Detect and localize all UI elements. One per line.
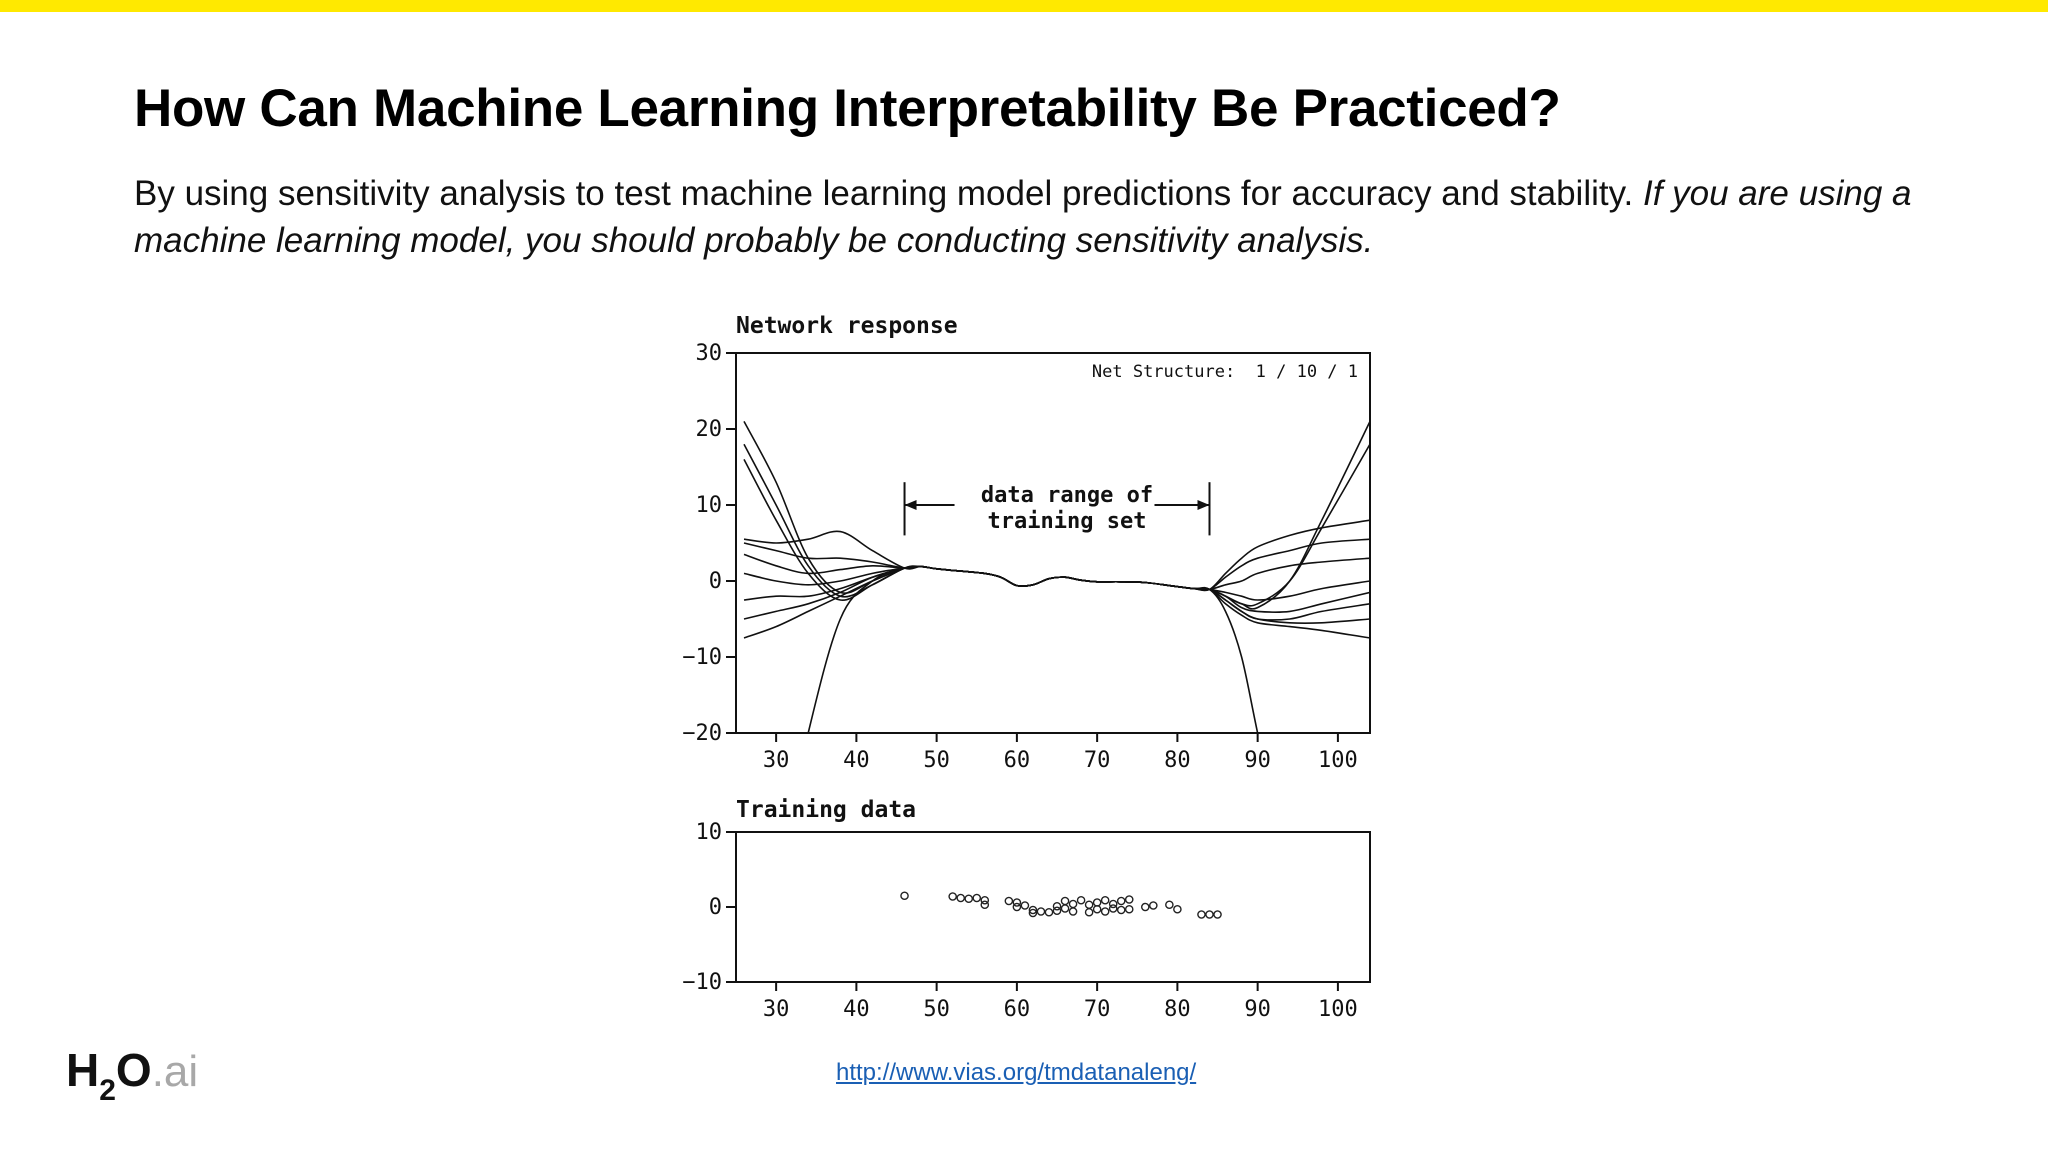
train-xtick-label: 60 — [1003, 997, 1031, 1022]
training-data-point — [1045, 909, 1052, 916]
net-ytick-label: 10 — [695, 493, 722, 518]
training-data-point — [1086, 909, 1093, 916]
training-data-point — [981, 901, 988, 908]
training-data-point — [1061, 897, 1068, 904]
training-data-point — [1110, 905, 1117, 912]
source-link[interactable]: http://www.vias.org/tmdatanaleng/ — [836, 1059, 1197, 1086]
train-xtick-label: 40 — [843, 997, 870, 1022]
network-response-axes — [682, 341, 1358, 773]
slide-body — [134, 170, 1934, 264]
net-ytick-label: −20 — [682, 721, 722, 746]
training-data-point — [901, 892, 908, 899]
training-data-chart — [682, 797, 1370, 1022]
training-data-point — [1061, 905, 1068, 912]
net-ytick-label: −10 — [682, 645, 722, 670]
net-ytick-label: 0 — [708, 569, 722, 594]
net-xtick-label: 30 — [762, 748, 790, 773]
training-data-point — [957, 894, 964, 901]
train-ytick-label: 0 — [708, 895, 722, 920]
training-data-point — [1077, 897, 1084, 904]
training-data-point — [1086, 901, 1093, 908]
training-data-point — [1069, 900, 1076, 907]
training-data-point — [1174, 906, 1181, 913]
body-italic-text: If you are using a machine learning model, you should probably be conducting sensitivity analysis. — [134, 174, 1912, 260]
train-ytick-label: 10 — [695, 820, 722, 845]
training-data-point — [949, 893, 956, 900]
data-range-left-arrowhead — [905, 500, 917, 510]
train-xtick-label: 50 — [923, 997, 950, 1022]
training-data-point — [1037, 908, 1044, 915]
accent-bar — [0, 0, 2048, 12]
net-xtick-label: 100 — [1318, 748, 1358, 773]
training-data-point — [1206, 911, 1213, 918]
sensitivity-figure — [660, 305, 1380, 1025]
training-data-axes — [682, 820, 1358, 1022]
training-data-point — [1013, 903, 1020, 910]
data-range-annotation — [905, 482, 1210, 535]
data-range-label-line2: training set — [987, 508, 1147, 534]
net-xtick-label: 70 — [1083, 748, 1111, 773]
net-ytick-label: 30 — [695, 341, 722, 366]
training-data-title: Training data — [736, 797, 917, 823]
training-data-point — [1198, 911, 1205, 918]
net-ytick-label: 20 — [695, 417, 722, 442]
training-data-point — [973, 894, 980, 901]
training-data-point — [1142, 903, 1149, 910]
training-data-point — [1214, 911, 1221, 918]
training-data-point — [1126, 896, 1133, 903]
training-data-point — [1021, 902, 1028, 909]
h2o-ai-logo: H2O.ai — [66, 1044, 199, 1107]
training-data-point — [1102, 908, 1109, 915]
training-data-point — [965, 895, 972, 902]
training-data-point — [1118, 897, 1125, 904]
train-xtick-label: 80 — [1164, 997, 1191, 1022]
training-data-point — [1150, 902, 1157, 909]
network-response-title: Network response — [736, 313, 958, 339]
train-xtick-label: 90 — [1244, 997, 1271, 1022]
training-data-point — [1005, 897, 1012, 904]
training-data-point — [1126, 906, 1133, 913]
training-data-point — [1053, 907, 1060, 914]
data-range-label-line1: data range of — [980, 482, 1154, 508]
body-text: By using sensitivity analysis to test machine learning model predictions for accuracy and stability. — [134, 174, 1634, 213]
network-response-line — [744, 543, 1370, 590]
net-structure-annotation: Net Structure: 1 / 10 / 1 — [1091, 362, 1358, 382]
training-data-point — [1118, 906, 1125, 913]
net-xtick-label: 40 — [843, 748, 870, 773]
training-data-point — [1069, 908, 1076, 915]
network-response-chart — [682, 313, 1370, 1025]
train-xtick-label: 100 — [1318, 997, 1358, 1022]
train-ytick-label: −10 — [682, 970, 722, 995]
network-response-line — [744, 566, 1370, 1025]
net-xtick-label: 60 — [1003, 748, 1031, 773]
training-data-point — [1166, 901, 1173, 908]
network-response-frame — [736, 353, 1370, 733]
train-xtick-label: 30 — [762, 997, 790, 1022]
data-range-right-arrowhead — [1197, 500, 1209, 510]
net-xtick-label: 90 — [1244, 748, 1271, 773]
train-xtick-label: 70 — [1083, 997, 1111, 1022]
training-data-point — [1102, 897, 1109, 904]
net-xtick-label: 80 — [1164, 748, 1191, 773]
net-xtick-label: 50 — [923, 748, 950, 773]
slide-title: How Can Machine Learning Interpretability Be Practiced? — [134, 79, 1561, 138]
training-data-points — [901, 892, 1221, 918]
